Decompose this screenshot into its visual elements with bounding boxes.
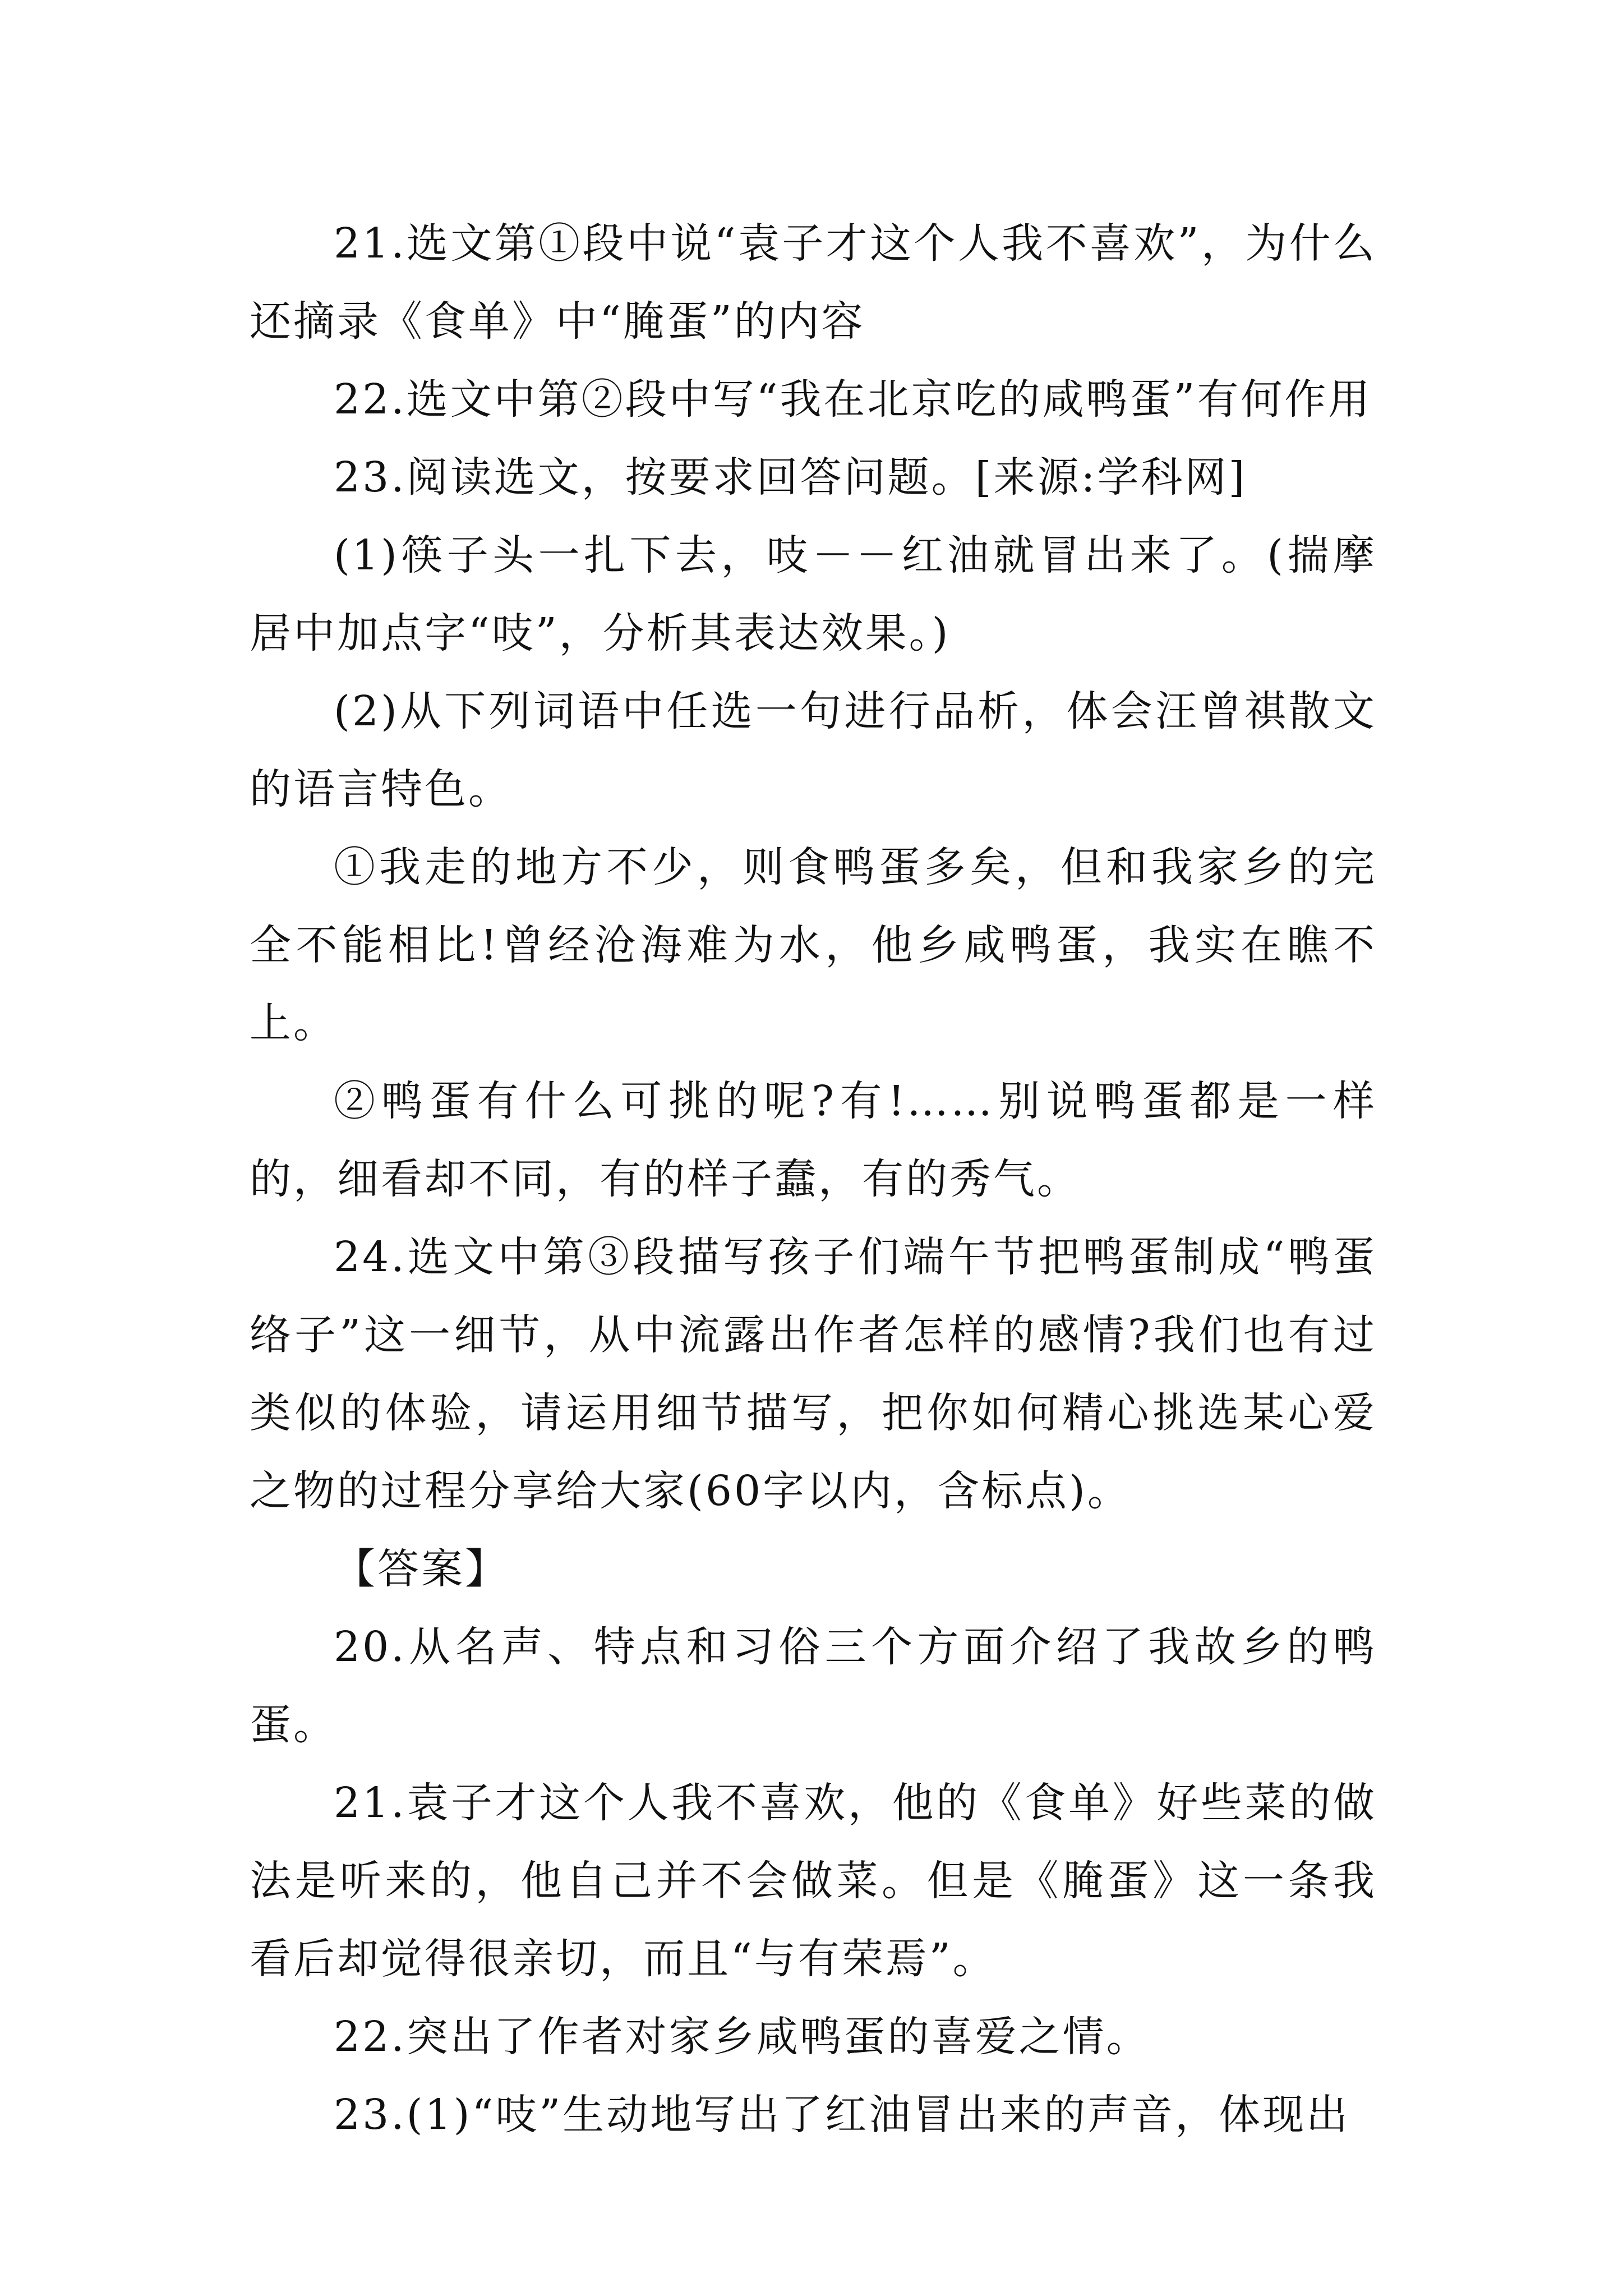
answer-21: 21.袁子才这个人我不喜欢，他的《食单》好些菜的做法是听来的，他自己并不会做菜。但是《腌蛋》这一条我看后却觉得很亲切，而且“与有荣焉”。 — [250, 1779, 1377, 1983]
question-23: 23.阅读选文，按要求回答问题。[来源:学科网] — [334, 453, 1247, 501]
question-23-part-2: (2)从下列词语中任选一句进行品析，体会汪曾祺散文的语言特色。 — [250, 687, 1377, 813]
question-22: 22.选文中第②段中写“我在北京吃的咸鸭蛋”有何作用 — [334, 375, 1372, 424]
question-24: 24.选文中第③段描写孩子们端午节把鸭蛋制成“鸭蛋络子”这一细节，从中流露出作者怎样的感情?我们也有过类似的体验，请运用细节描写，把你如何精心挑选某心爱之物的过程分享给大家(60字以内，含标点)。 — [250, 1233, 1377, 1515]
quote-option-1: ①我走的地方不少，则食鸭蛋多矣，但和我家乡的完全不能相比!曾经沧海难为水，他乡咸鸭蛋，我实在瞧不上。 — [250, 843, 1377, 1047]
answer-22: 22.突出了作者对家乡咸鸭蛋的喜爱之情。 — [334, 2013, 1150, 2061]
answer-20: 20.从名声、特点和习俗三个方面介绍了我故乡的鸭蛋。 — [250, 1623, 1377, 1749]
quote-option-2: ②鸭蛋有什么可挑的呢?有!……别说鸭蛋都是一样的，细看却不同，有的样子蠢，有的秀气。 — [250, 1077, 1377, 1203]
answer-heading: 【答案】 — [334, 1545, 509, 1593]
document-body — [250, 205, 1377, 2154]
answer-23: 23.(1)“吱”生动地写出了红油冒出来的声音，体现出 — [334, 2091, 1350, 2139]
question-21: 21.选文第①段中说“袁子才这个人我不喜欢”，为什么还摘录《食单》中“腌蛋”的内容 — [250, 219, 1377, 346]
question-23-part-1: (1)筷子头一扎下去，吱－－红油就冒出来了。(揣摩居中加点字“吱”，分析其表达效果。) — [250, 531, 1377, 657]
